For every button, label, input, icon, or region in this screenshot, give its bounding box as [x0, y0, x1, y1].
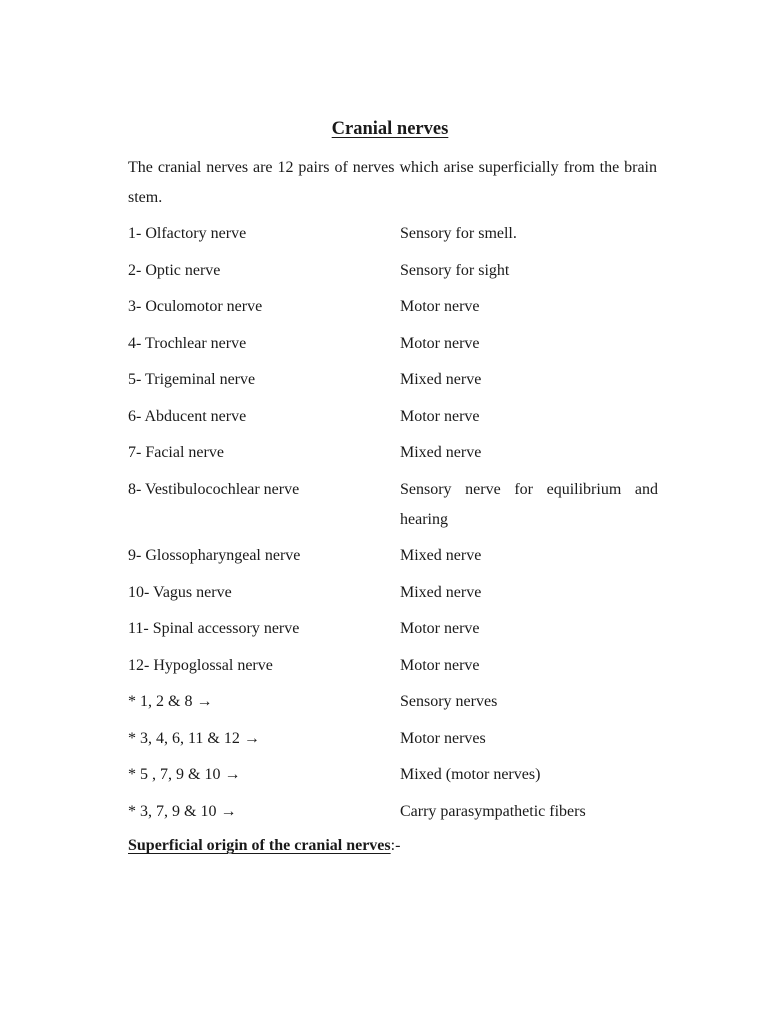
summary-item	[128, 724, 658, 754]
nerve-name: 11- Spinal accessory nerve	[128, 620, 300, 637]
list-item	[128, 402, 658, 432]
nerve-function: Sensory nerve for equilibrium and hearing	[400, 480, 658, 528]
page-title-text: Cranial nerves	[331, 119, 449, 139]
nerve-name: 6- Abducent nerve	[128, 407, 247, 425]
nerve-name: 10- Vagus nerve	[128, 583, 232, 601]
nerve-function: Sensory for smell.	[400, 225, 517, 242]
section-heading-suffix: :-	[390, 837, 401, 854]
list-item	[128, 219, 658, 249]
nerve-name: 2- Optic nerve	[128, 261, 221, 279]
intro-paragraph: The cranial nerves are 12 pairs of nerves which arise superficially from the brain stem.	[128, 159, 657, 206]
list-item	[128, 541, 658, 571]
section-heading	[128, 831, 400, 861]
group-type: Mixed (motor nerves)	[400, 766, 541, 783]
nerve-name: 5- Trigeminal nerve	[128, 371, 256, 388]
nerve-function: Mixed nerve	[400, 444, 482, 461]
page-title	[0, 116, 768, 142]
list-item	[128, 651, 658, 681]
nerve-name: 12- Hypoglossal nerve	[128, 656, 273, 674]
nerve-list	[128, 219, 658, 833]
list-item	[128, 256, 658, 286]
list-item	[128, 578, 658, 608]
nerve-name: 9- Glossopharyngeal nerve	[128, 547, 301, 564]
nerve-function: Sensory for sight	[400, 261, 510, 279]
nerve-function: Motor nerve	[400, 620, 480, 637]
summary-item	[128, 797, 658, 827]
summary-item	[128, 760, 658, 790]
group-type: Carry parasympathetic fibers	[400, 802, 586, 820]
nerve-function: Motor nerve	[400, 407, 480, 425]
list-item	[128, 614, 658, 644]
nerve-name: 8- Vestibulocochlear nerve	[128, 480, 300, 498]
nerve-name: 4- Trochlear nerve	[128, 334, 247, 352]
nerve-group: * 5 , 7, 9 & 10 →	[128, 766, 241, 783]
nerve-name: 3- Oculomotor nerve	[128, 298, 263, 315]
nerve-group: * 3, 7, 9 & 10 →	[128, 802, 237, 820]
list-item	[128, 365, 658, 395]
section-heading-text: Superficial origin of the cranial nerves	[128, 837, 391, 854]
nerve-name: 1- Olfactory nerve	[128, 225, 247, 242]
summary-item	[128, 687, 658, 717]
group-type: Motor nerves	[400, 729, 486, 747]
list-item	[128, 475, 658, 535]
group-type: Sensory nerves	[400, 693, 498, 710]
nerve-function: Motor nerve	[400, 656, 480, 674]
nerve-name: 7- Facial nerve	[128, 444, 224, 461]
list-item	[128, 329, 658, 359]
nerve-function: Motor nerve	[400, 298, 480, 315]
nerve-function: Mixed nerve	[400, 583, 482, 601]
list-item	[128, 292, 658, 322]
nerve-function: Mixed nerve	[400, 371, 482, 388]
list-item	[128, 438, 658, 468]
nerve-group: * 1, 2 & 8 →	[128, 693, 213, 710]
nerve-function: Motor nerve	[400, 334, 480, 352]
nerve-group: * 3, 4, 6, 11 & 12 →	[128, 729, 260, 747]
nerve-function: Mixed nerve	[400, 547, 482, 564]
